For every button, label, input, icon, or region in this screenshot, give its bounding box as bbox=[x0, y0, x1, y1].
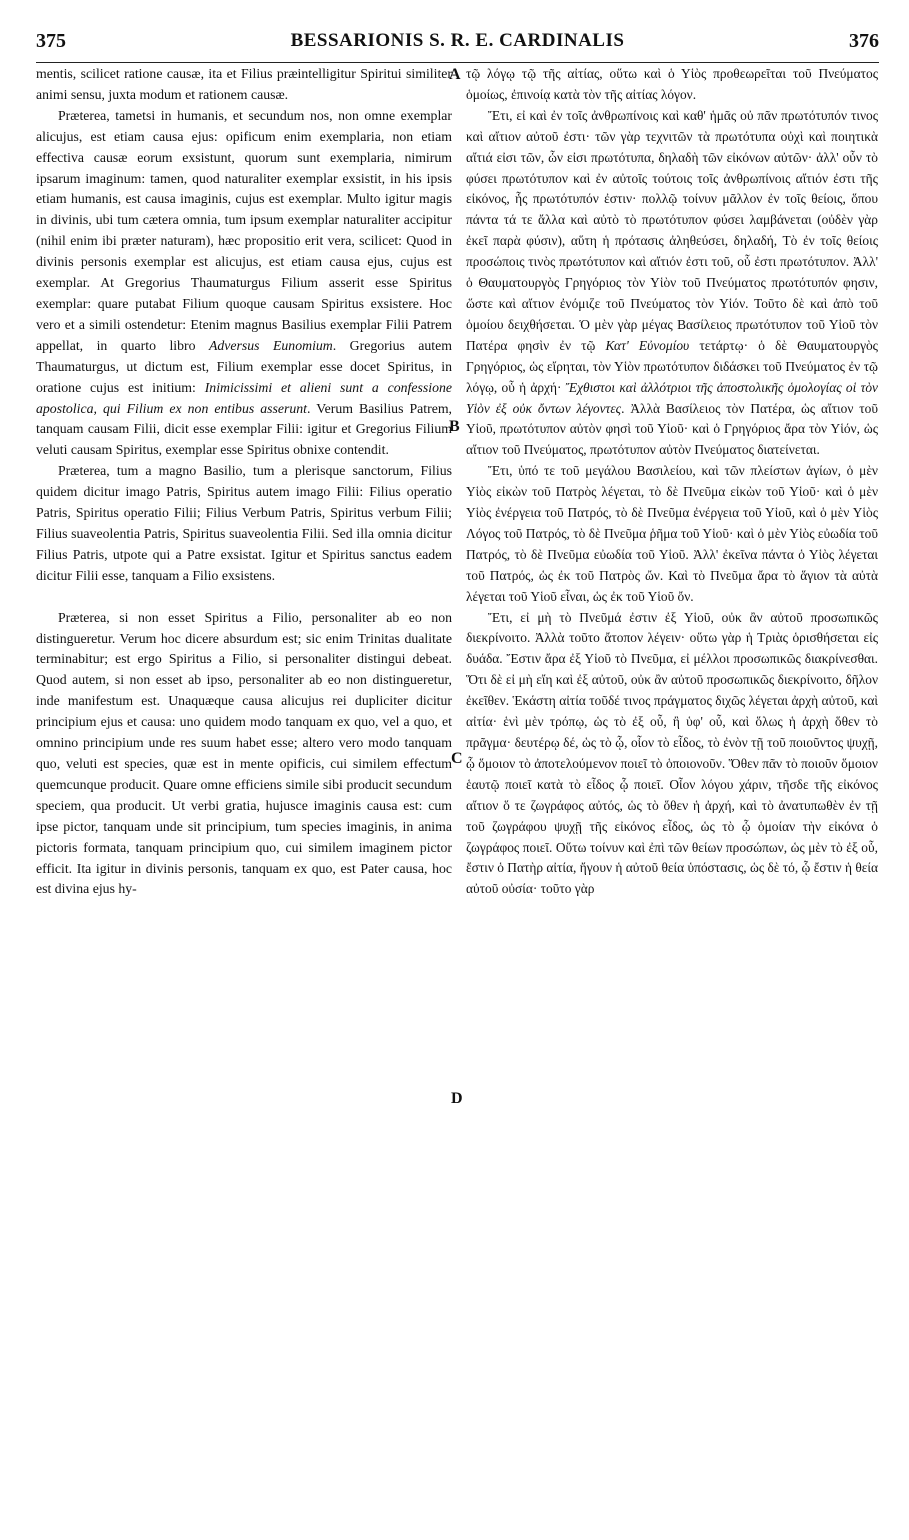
page-number-right: 376 bbox=[849, 30, 879, 52]
latin-paragraph: Præterea, tum a magno Basilio, tum a plerisque sanctorum, Filius quidem dicitur imago Patris, Spiritus autem imago Filii: Filius operatio Patris, Spiritus operatio Filii; Filius Verbum Patris, Spiritus verbum Filii; Filius suaveolentia Patris, Spiritus suaveolentia Filii. Sed illa omnia dicitur Filius Patris, utpote qui a Patre exsistat. Igitur et Spiritus sanctus eadem dicitur Filii esse, tanquam a Filio exsistens. bbox=[36, 463, 452, 583]
greek-paragraph: Ἔτι, ὑπό τε τοῦ μεγάλου Βασιλείου, καὶ τῶν πλείστων ἁγίων, ὁ μὲν Υἱὸς εἰκὼν τοῦ Πατρὸς λέγεται, τὸ δὲ Πνεῦμα εἰκὼν τοῦ Υἱοῦ· καὶ ὁ μὲν Υἱὸς ἐνέργεια τοῦ Πατρός, τὸ δὲ Πνεῦμα ἐνέργεια τοῦ Υἱοῦ, καὶ ὁ μὲν Υἱὸς Λόγος τοῦ Πατρός, τὸ δὲ Πνεῦμα ῥῆμα τοῦ Υἱοῦ· καὶ ὁ μὲν Υἱὸς εὐωδία τοῦ Πατρός, τὸ δὲ Πνεῦμα εὐωδία τοῦ Υἱοῦ. Ἀλλ' ἐκεῖνα πάντα ὁ Υἱὸς λέγεται τοῦ Πατρός, ὡς ἐκ τοῦ Πατρὸς ὤν. Καὶ τὸ Πνεῦμα ἄρα τὸ ἅγιον τὰ αὐτὰ λέγεται τοῦ Υἱοῦ εἶναι, ὡς ἐκ τοῦ Υἱοῦ ὄν. bbox=[466, 463, 878, 604]
page-header bbox=[36, 30, 879, 60]
margin-marker-b: B bbox=[449, 418, 460, 435]
latin-paragraph: mentis, scilicet ratione causæ, ita et Filius præintelligitur Spiritui similiter animi sensu, juxta modum et rationem causæ. bbox=[36, 66, 452, 102]
latin-column bbox=[36, 64, 452, 900]
running-title: BESSARIONIS S. R. E. CARDINALIS bbox=[290, 30, 625, 51]
header-rule bbox=[36, 62, 879, 63]
page-number-left: 375 bbox=[36, 30, 66, 52]
margin-marker-c: C bbox=[451, 750, 463, 767]
greek-paragraph: τῷ λόγῳ τῷ τῆς αἰτίας, οὕτω καὶ ὁ Υἱὸς προθεωρεῖται τοῦ Πνεύματος ὁμοίως, ἐπινοίᾳ κατὰ τὸν τῆς αἰτίας λόγον. bbox=[466, 66, 878, 102]
margin-marker-a: A bbox=[449, 66, 461, 83]
greek-column bbox=[466, 64, 878, 900]
latin-paragraph: Præterea, tametsi in humanis, et secundum nos, non omne exemplar alicujus, est etiam causa ejus: opificum enim exemplaria, non etiam effectiva causæ eorum exsistunt, quorum sunt exemplaria, nimirum ipsarum imaginum: tamen, quod naturaliter exemplar exsistit, in his ipsis etiam humanis, est causa imaginis, cujus est exemplar. Multo igitur magis in divinis, ubi tum cætera omnia, tum ipsum exemplar naturaliter accipitur (nihil enim ibi præter naturam), hæc propositio erit vera, scilicet: Quod in divinis personis exemplar est alicujus, est etiam causa ejus, cujus est exemplar. At Gregorius Thaumaturgus Filium asserit esse Spiritus exemplar: quare putabat Filium quoque causam Spiritus exsistere. Hoc vero et a simili ostendetur: Etenim magnus Basilius exemplar Filii Patrem appellat, in quarto libro Adversus Eunomium. Gregorius autem Thaumaturgus, ut dictum est, Filium exemplar esse docet Spiritus, in oratione cujus est initium: Inimicissimi et alieni sunt a confessione apostolica, qui Filium ex non entibus asserunt. Verum Basilius Patrem, tanquam causam Filii, dicit esse exemplar Filii: igitur et Gregorius Filium veluti causam Spiritus, exemplar esse Spiritus obnixe contendit. bbox=[36, 107, 452, 458]
greek-paragraph: Ἔτι, εἰ μὴ τὸ Πνεῦμά ἐστιν ἐξ Υἱοῦ, οὐκ ἂν αὐτοῦ προσωπικῶς διεκρίνοιτο. Ἀλλὰ τοῦτο ἄτοπον λέγειν· οὕτω γὰρ ἡ Τριὰς ὁρισθήσεται εἰς δυάδα. Ἔστιν ἄρα ἐξ Υἱοῦ τὸ Πνεῦμα, εἰ μέλλοι προσωπικῶς διακρίνεσθαι. Ὅτι δὲ εἰ μὴ εἴη καὶ ἐξ αὐτοῦ, οὐκ ἂν αὐτοῦ προσωπικῶς διεκρίνοιτο, δῆλον ἐκεῖθεν. Ἑκάστη αἰτία τοῦδέ τινος πράγματος διχῶς λέγεται ἀρχὴ αὐτοῦ, καὶ αἰτία· ἑνὶ μὲν τρόπῳ, ὡς τὸ ἐξ οὗ, ἢ ὑφ' οὗ, καὶ ὅλως ἡ ἀρχὴ ὅθεν τὸ πρᾶγμα· δευτέρῳ δέ, ὡς τὸ ᾧ, οἷον τὸ εἶδος, τὸ ἐνὸν τῇ τοῦ ποιοῦντος ψυχῇ, ᾧ ὅμοιον τὸ ἀποτελούμενον ποιεῖ τὸ ὁποιονοῦν. Ὅθεν πᾶν τὸ ποιοῦν ὅμοιον ἑαυτῷ ποιεῖ κατὰ τὸ εἶδος ᾧ ποιεῖ. Οἷον λόγου χάριν, τῆσδε τῆς εἰκόνος αἴτιον ὅ τε ζωγράφος αὐτός, ὡς τὸ ὅθεν ἡ ἀρχή, καὶ τὸ ἀνατυπωθὲν ἐν τῇ τοῦ ζωγράφου ψυχῇ τῆς εἰκόνος εἶδος, ὡς τὸ ᾧ ὁμοίαν τὴν εἰκόνα ὁ ζωγράφος ποιεῖ. Οὕτω τοίνυν καὶ ἐπὶ τῶν θείων προσώπων, ὡς μὲν τὸ ἐξ οὗ, ἔστιν ὁ Πατὴρ αἰτία, ἤγουν ἡ αὐτοῦ θεία ὑπόστασις, ὡς δὲ τό, ᾧ ἔστιν ἡ θεία αὐτοῦ οὐσία· τοῦτο γὰρ bbox=[466, 609, 878, 897]
greek-paragraph: Ἔτι, εἰ καὶ ἐν τοῖς ἀνθρωπίνοις καὶ καθ' ἡμᾶς οὐ πᾶν πρωτότυπόν τινος καὶ αἴτιον αὐτοῦ ἐστι· τῶν γὰρ τεχνιτῶν τὰ πρωτότυπα οὐχὶ καὶ ποιητικὰ αἴτιά εἰσι τῶν, ὧν εἰσι πρωτότυπα, δηλαδὴ τῶν εἰκόνων αὐτῶν· ἀλλ' οὖν τὸ φύσει πρωτότυπον καὶ ἐν αὐτοῖς τούτοις τοῖς ἀνθρωπίνοις αἴτιόν ἐστι τῆς εἰκόνος, ἧς πρωτότυπόν ἐστιν· πολλῷ τοίνυν μᾶλλον ἐν τοῖς θείοις, ὅπου πάντα τά τε ἄλλα καὶ αὐτὸ τὸ πρωτότυπον φύσει λαμβάνεται (οὐδὲν γὰρ ἐκεῖ παρὰ φύσιν), αὕτη ἡ πρότασις ἀληθεύσει, δηλαδή, Τὸ ἐν τοῖς θείοις προσώποις τινὸς πρωτότυπον καὶ αἴτιόν ἐστι τοῦ, οὗ ἐστι πρωτότυπον. Ἀλλ' ὁ Θαυματουργὸς Γρηγόριος τὸν Υἱὸν τοῦ Πνεύματος πρωτότυπόν φησιν, ὥστε καὶ αἴτιον ἐνόμιζε τοῦ Πνεύματος τὸν Υἱόν. Τοῦτο δὲ καὶ ἀπὸ τοῦ ὁμοίου δειχθήσεται. Ὁ μὲν γὰρ μέγας Βασίλειος πρωτότυπον τοῦ Υἱοῦ τὸν Πατέρα φησὶν ἐν τῷ Κατ' Εὐνομίου τετάρτῳ· ὁ δὲ Θαυματουργὸς Γρηγόριος, ὡς εἴρηται, τὸν Υἱὸν πρωτότυπον διδάσκει τοῦ Πνεύματος ἐν τῷ λόγῳ, οὗ ἡ ἀρχή· Ἔχθιστοι καὶ ἀλλότριοι τῆς ἀποστολικῆς ὁμολογίας οἱ τὸν Υἱὸν ἐξ οὐκ ὄντων λέγοντες. Ἀλλὰ Βασίλειος τὸν Πατέρα, ὡς αἴτιον τοῦ Υἱοῦ, πρωτότυπον αὐτὸν φησὶ τοῦ Υἱοῦ· καὶ ὁ Γρηγόριος ἄρα τὸν Υἱόν, ὡς αἴτιον τοῦ Πνεύματος, πρωτότυπον αὐτὸν Πνεύματος διατείνεται. bbox=[466, 107, 878, 458]
latin-paragraph: Præterea, si non esset Spiritus a Filio, personaliter ab eo non distingueretur. Verum hoc dicere absurdum est; sic enim Trinitas dualitate terminabitur; est ergo Spiritus a Filio, si personaliter distingui debeat. Quod autem, si non esset ab ipso, personaliter ab eo non distingueretur, inde manifestum est. Unaquæque causa alicujus rei dupliciter dicitur principium ejus et causa: uno quidem modo tanquam ex quo, vel a quo, et omnino principium unde res suum habet esse; altero vero modo tanquam quo, veluti est species, quæ est in mente opificis, cui similem effectum quemcunque producit. Quare omne efficiens simile sibi producit secundum speciem, qua producit. Ut verbi gratia, hujusce imaginis causa est: cum ipse pictor, tanquam unde sit principium, tum species imaginis, in anima pictoris formata, tanquam principium quo, cui similem imaginem pictor efficit. Ita igitur in divinis personis, tanquam ex quo, est Pater causa, hoc est divina ejus hy- bbox=[36, 609, 452, 897]
margin-marker-d: D bbox=[451, 1090, 463, 1107]
